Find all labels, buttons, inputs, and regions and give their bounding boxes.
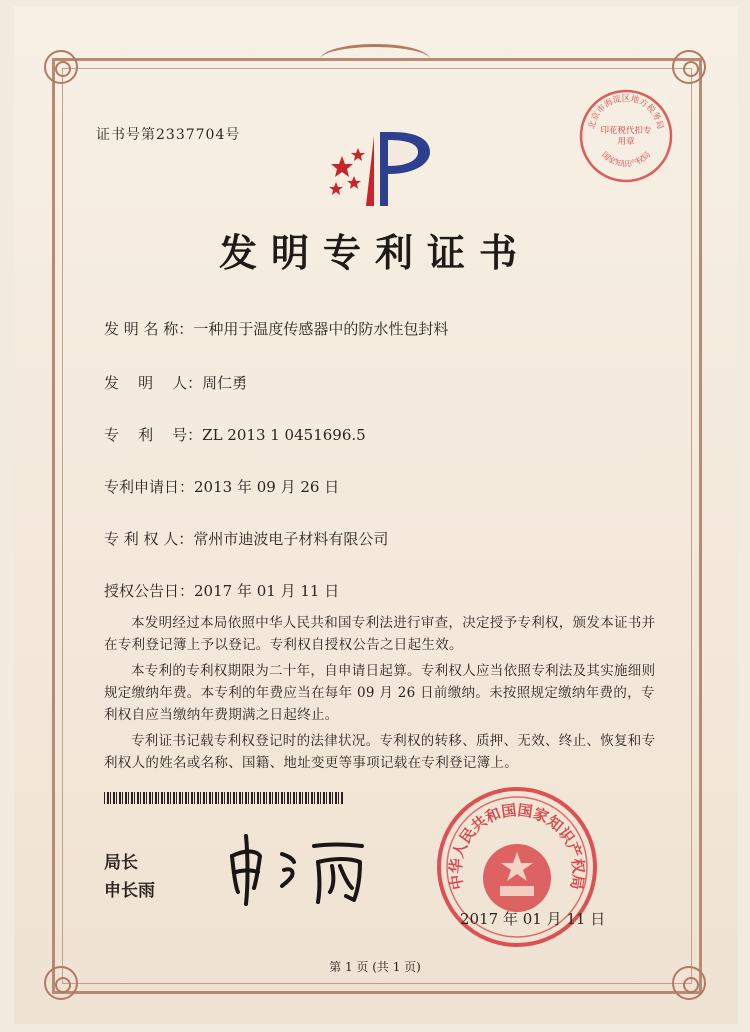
- tax-seal-bottom-text: 国家知识产权局: [599, 150, 653, 169]
- field-value: 常州市迪波电子材料有限公司: [193, 530, 389, 548]
- body-paragraph-3: 专利证书记载专利权登记时的法律状况。专利权的转移、质押、无效、终止、恢复和专利权人的姓名或名称、国籍、地址变更等事项记载在专利登记簿上。: [104, 733, 656, 771]
- corner-ornament-top-right: [672, 50, 706, 84]
- certificate-body: [104, 612, 664, 774]
- field-invention-name: [104, 318, 448, 339]
- field-label: 专 利 权 人：: [104, 530, 194, 548]
- field-label: 专利申请日：: [104, 478, 195, 496]
- tax-seal-inner-text: 印花税代扣专用章: [600, 126, 652, 147]
- top-crest-ornament: [320, 44, 430, 75]
- body-paragraph-1: 本发明经过本局依照中华人民共和国专利法进行审查，决定授予专利权，颁发本证书并在专利登记簿上予以登记。专利权自授权公告之日起生效。: [104, 615, 656, 653]
- field-value: 2017 年 01 月 11 日: [194, 582, 340, 600]
- field-label: 发 明 人：: [104, 374, 203, 392]
- field-label: 专 利 号：: [104, 426, 203, 444]
- field-application-date: [104, 476, 339, 497]
- svg-text:国家知识产权局: [600, 150, 652, 168]
- field-value: 一种用于温度传感器中的防水性包封料: [193, 320, 449, 338]
- field-label: 发 明 名 称：: [104, 320, 194, 338]
- body-paragraph-2: 本专利的专利权期限为二十年，自申请日起算。专利权人应当依照专利法及其实施细则规定缴纳年费。本专利的年费应当在每年 09 月 26 日前缴纳。未按照规定缴纳年费的，专利权自应当缴纳年费期满之日起终止。: [104, 663, 656, 723]
- seal-arc-text: 中华人民共和国国家知识产权局: [446, 801, 588, 892]
- certificate-title: 发明专利证书: [218, 230, 531, 275]
- patent-office-logo-icon: [318, 126, 438, 212]
- tax-seal-top-text: 北京市海淀区地方税务局: [587, 93, 665, 131]
- field-grant-announcement-date: [104, 580, 339, 601]
- field-patentee: [104, 528, 388, 549]
- field-value: 2013 年 09 月 26 日: [194, 478, 340, 496]
- field-value: ZL 2013 1 0451696.5: [202, 426, 366, 444]
- field-label: 授权公告日：: [104, 582, 195, 600]
- director-name: 申长雨: [104, 881, 155, 901]
- director-title: 局长: [104, 853, 138, 873]
- field-patent-number: [104, 424, 366, 445]
- seal-grant-date: 2017 年 01 月 11 日: [460, 910, 606, 928]
- certificate-number: 证书号第2337704号: [96, 127, 241, 143]
- tax-stamp-seal: [578, 88, 674, 184]
- field-value: 周仁勇: [202, 374, 248, 392]
- page-number: 第 1 页 (共 1 页): [329, 960, 421, 974]
- director-signature: [222, 826, 382, 906]
- barcode: [104, 792, 344, 804]
- field-inventor: [104, 372, 247, 393]
- corner-ornament-top-left: [44, 50, 78, 84]
